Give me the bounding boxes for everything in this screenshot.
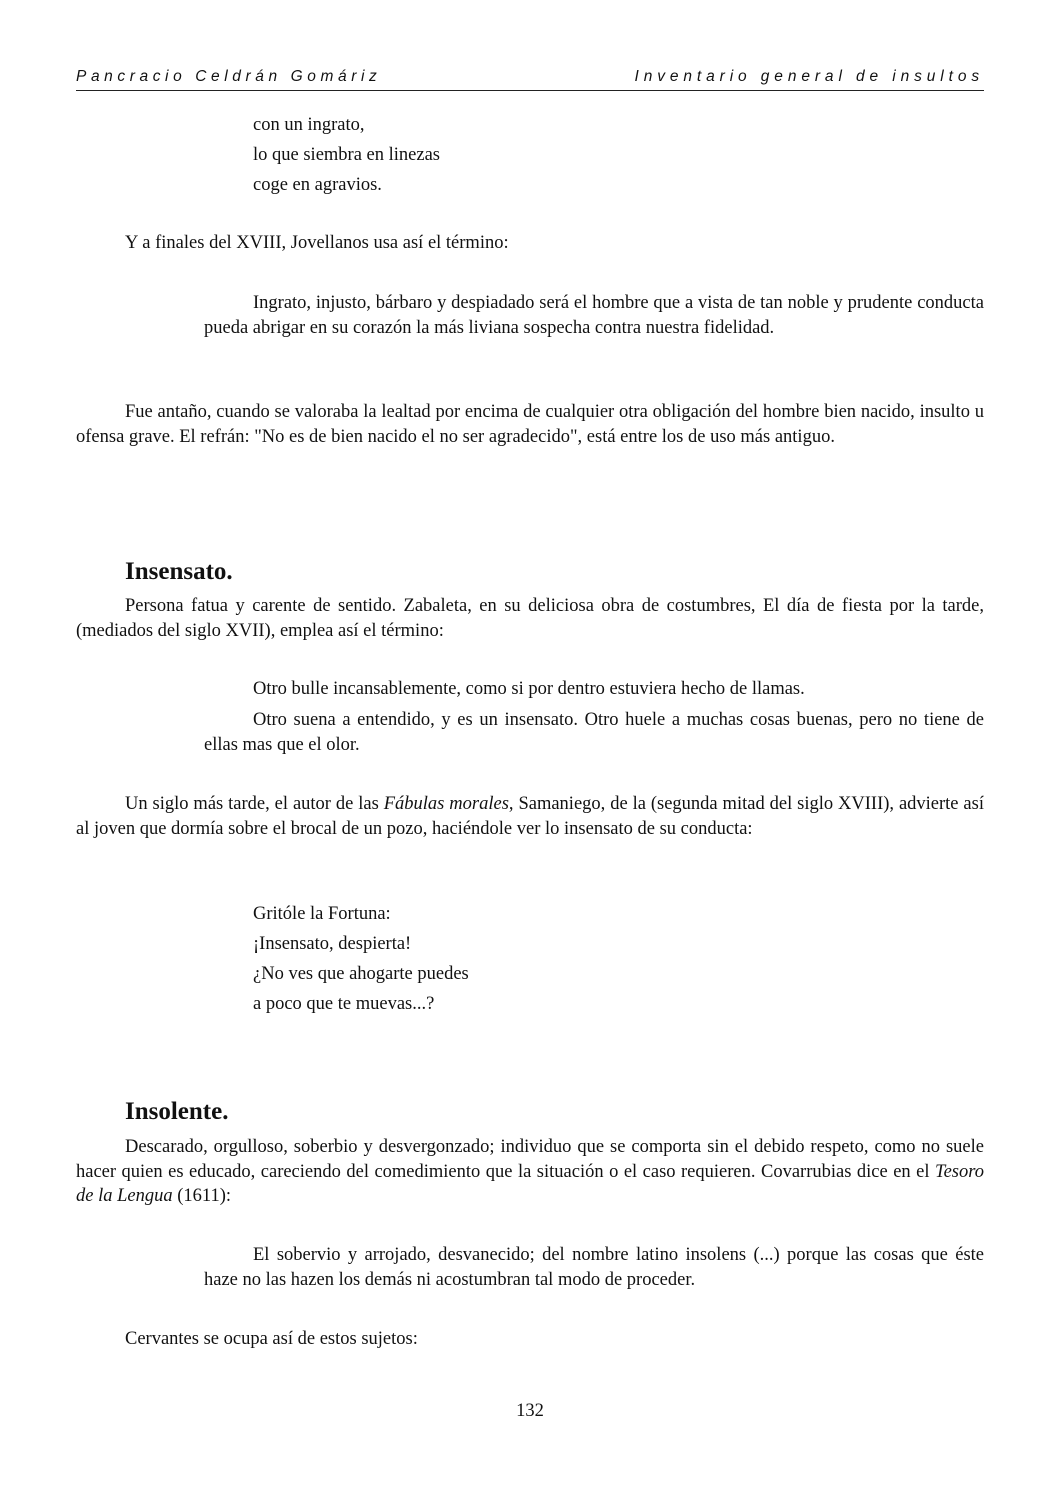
definition-insensato: Persona fatua y carente de sentido. Zabaleta, en su deliciosa obra de costumbres, El día de fiesta por la tarde, (mediados del siglo XVII), emplea así el término: [76,596,984,641]
header-author: Pancracio Celdrán Gomáriz [76,68,382,85]
insolente-text-before: Descarado, orgulloso, soberbio y desvergonzado; individuo que se comporta sin el debido respeto, como no suele hacer quien es educado, careciendo del comedimiento que la situación o el caso requieren. Covarrubias dice en el [76,1137,984,1182]
quote-jovellanos: Ingrato, injusto, bárbaro y despiadado será el hombre que a vista de tan noble y prudente conducta pueda abrigar en su corazón la más liviana sospecha contra nuestra fidelidad. [204,293,984,338]
verse-line: con un ingrato, [253,115,365,135]
header-book-title: Inventario general de insultos [634,68,984,85]
covarrubias-work-title: Tesoro de la Lengua [76,1161,984,1206]
heading-insensato: Insensato. [125,558,233,585]
verse-line: lo que siembra en linezas [253,145,440,165]
verse-line: coge en agravios. [253,175,382,195]
paragraph-cervantes: Cervantes se ocupa así de estos sujetos: [125,1329,418,1349]
quote-covarrubias: El sobervio y arrojado, desvanecido; del nombre latino insolens (...) porque las cosas que éste haze no las hazen los demás ni acostumbran tal modo de proceder. [204,1245,984,1290]
intro-jovellanos: Y a finales del XVIII, Jovellanos usa así el término: [125,233,509,253]
verse-line: ¿No ves que ahogarte puedes [253,964,469,984]
heading-insolente: Insolente. [125,1098,229,1125]
verse-line: a poco que te muevas...? [253,994,435,1014]
samaniego-work-title: Fábulas morales [383,794,509,814]
verse-line: Gritóle la Fortuna: [253,904,391,924]
page-number: 132 [516,1401,544,1421]
verse-line: ¡Insensato, despierta! [253,934,412,954]
running-header [76,66,984,91]
definition-insolente [76,1135,984,1209]
quote-zabaleta-line2: Otro suena a entendido, y es un insensato. Otro huele a muchas cosas buenas, pero no tiene de ellas mas que el olor. [204,710,984,755]
paragraph-lealtad: Fue antaño, cuando se valoraba la lealtad por encima de cualquier otra obligación del hombre bien nacido, insulto u ofensa grave. El refrán: "No es de bien nacido el no ser agradecido", está entre los de uso más antiguo. [76,402,984,447]
verse-samaniego [253,899,953,1019]
samaniego-text-before: Un siglo más tarde, el autor de las [125,794,384,814]
quote-zabaleta-line1: Otro bulle incansablemente, como si por dentro estuviera hecho de llamas. [253,679,805,699]
paragraph-samaniego [76,792,984,841]
verse-ingrato [253,110,953,200]
insolente-text-after: (1611): [172,1186,232,1206]
samaniego-text-after: , Samaniego, de la (segunda mitad del siglo XVIII), advierte así al joven que dormía sobre el brocal de un pozo, haciéndole ver lo insensato de su conducta: [76,794,984,839]
